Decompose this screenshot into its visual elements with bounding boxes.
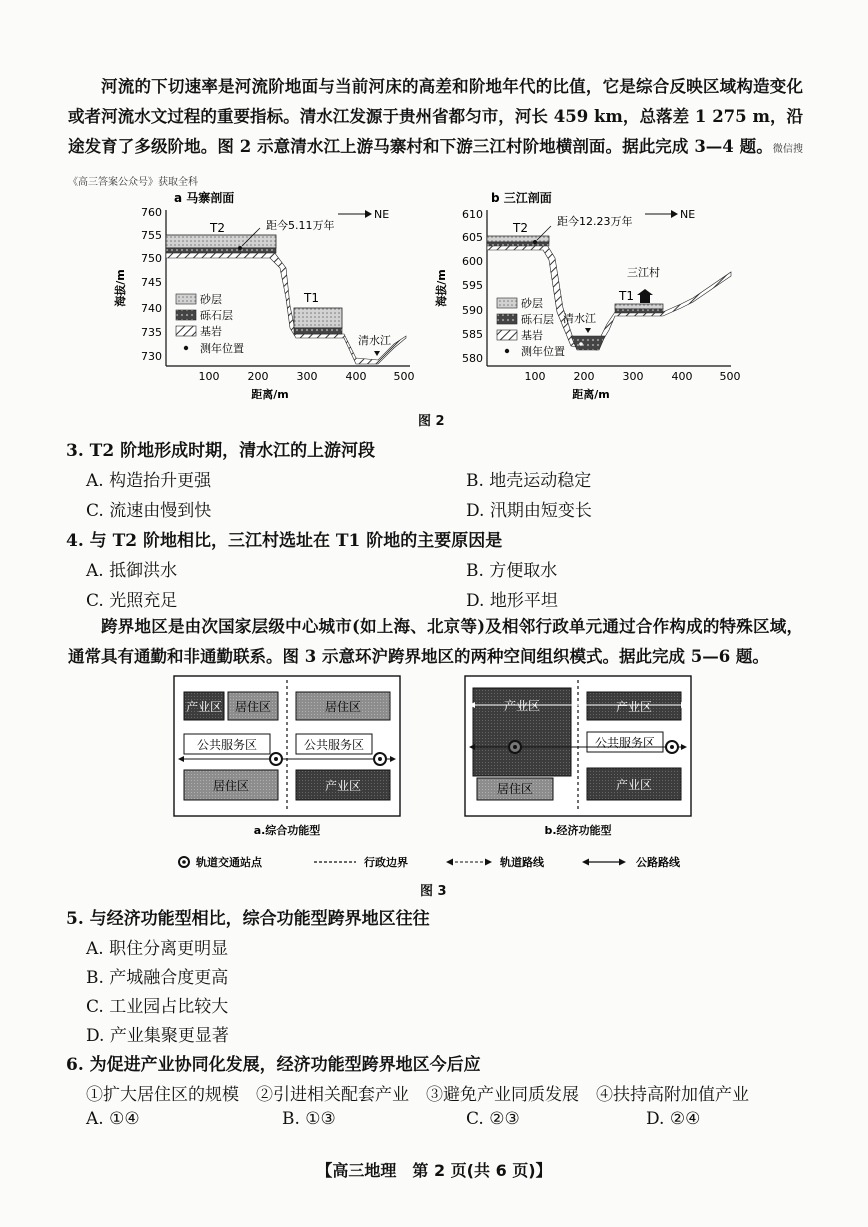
b-ytick: 610 bbox=[462, 208, 483, 221]
a-legend-sand: 砂层 bbox=[200, 293, 222, 306]
b-direction: NE bbox=[680, 208, 696, 221]
b-river-label: 清水江 bbox=[563, 312, 596, 325]
q6-option-b: B. ①③ bbox=[282, 1109, 336, 1129]
b-xtick: 100 bbox=[524, 370, 546, 383]
b-date-label: 距今12.23万年 bbox=[557, 215, 633, 228]
q5-option-d: D. 产业集聚更显著 bbox=[86, 1026, 229, 1046]
q3-option-c: C. 流速由慢到快 bbox=[86, 501, 212, 521]
question-5: 5. 与经济功能型相比，综合功能型跨界地区往往 bbox=[66, 909, 430, 929]
a-direction: NE bbox=[374, 208, 390, 221]
q3-option-d: D. 汛期由短变长 bbox=[466, 501, 592, 521]
a-legend-bedrock: 基岩 bbox=[200, 325, 222, 338]
pattern-b bbox=[465, 676, 691, 816]
q3-option-b: B. 地壳运动稳定 bbox=[466, 471, 592, 491]
a-xtick: 400 bbox=[345, 370, 367, 383]
a-ytick: 750 bbox=[141, 252, 162, 265]
b-ytick: 590 bbox=[462, 304, 483, 317]
page-footer: 【高三地理 第 2 页(共 6 页)】 bbox=[316, 1161, 552, 1180]
b-legend-bedrock: 基岩 bbox=[521, 329, 543, 342]
a-residential-2: 居住区 bbox=[324, 700, 362, 714]
intro-paragraph-2 bbox=[68, 612, 803, 672]
a-ytick: 730 bbox=[141, 350, 162, 363]
profile-a-title: a 马寨剖面 bbox=[174, 191, 235, 205]
b-ytick: 595 bbox=[462, 279, 483, 292]
a-residential-3: 居住区 bbox=[212, 779, 250, 793]
pattern-a-title: a.综合功能型 bbox=[253, 824, 321, 837]
a-xtick: 300 bbox=[296, 370, 318, 383]
question-4: 4. 与 T2 阶地相比，三江村选址在 T1 阶地的主要原因是 bbox=[66, 531, 503, 551]
b-ytick: 605 bbox=[462, 231, 483, 244]
profile-a bbox=[113, 190, 415, 401]
q4-option-d: D. 地形平坦 bbox=[466, 591, 558, 611]
a-ytick: 760 bbox=[141, 206, 162, 219]
a-xtick: 500 bbox=[393, 370, 415, 383]
a-xtick: 100 bbox=[198, 370, 220, 383]
a-ytick: 745 bbox=[141, 276, 162, 289]
a-ytick: 755 bbox=[141, 229, 162, 242]
pattern-b-title: b.经济功能型 bbox=[544, 824, 612, 837]
intro-text-1: 河流的下切速率是河流阶地面与当前河床的高差和阶地年代的比值，它是综合反映区域构造变化或者河流水文过程的重要指标。清水江发源于贵州省都匀市，河长 459 km，总落差 1 275 m，沿途发育了多级阶地。图 2 示意清水江上游马寨村和下游三江村阶地横剖面。据此完成 3—4 题。 bbox=[68, 77, 803, 156]
figure-3-caption: 图 3 bbox=[420, 884, 447, 899]
question-3: 3. T2 阶地形成时期，清水江的上游河段 bbox=[66, 441, 376, 461]
b-residential-1: 居住区 bbox=[496, 782, 534, 796]
watermark-note: 微信搜《高三答案公众号》获取全科 bbox=[68, 144, 803, 188]
q5-option-c: C. 工业园占比较大 bbox=[86, 997, 229, 1017]
figure-2-caption: 图 2 bbox=[418, 414, 445, 429]
pattern-a bbox=[174, 676, 400, 816]
a-industry-2: 产业区 bbox=[324, 779, 362, 793]
q5-option-b: B. 产城融合度更高 bbox=[86, 968, 229, 988]
figure-3 bbox=[170, 672, 730, 882]
a-river-label: 清水江 bbox=[358, 334, 391, 347]
a-xtick: 200 bbox=[247, 370, 269, 383]
b-ytick: 585 bbox=[462, 328, 483, 341]
a-public-1: 公共服务区 bbox=[196, 738, 258, 752]
a-xlabel: 距离/m bbox=[251, 388, 289, 401]
question-6: 6. 为促进产业协同化发展，经济功能型跨界地区今后应 bbox=[66, 1055, 481, 1075]
legend-road: 公路路线 bbox=[636, 856, 680, 869]
q6-option-a: A. ①④ bbox=[86, 1109, 140, 1129]
b-legend-gravel: 砾石层 bbox=[521, 313, 554, 326]
figure-2 bbox=[110, 188, 760, 410]
legend-rail: 轨道路线 bbox=[500, 856, 544, 869]
figure-3-legend bbox=[179, 855, 681, 869]
b-ylabel: 海拔/m bbox=[435, 269, 448, 307]
b-xlabel: 距离/m bbox=[572, 388, 610, 401]
q4-option-c: C. 光照充足 bbox=[86, 591, 178, 611]
b-xtick: 500 bbox=[719, 370, 741, 383]
b-ytick: 580 bbox=[462, 352, 483, 365]
a-date-label: 距今5.11万年 bbox=[266, 219, 335, 232]
q6-option-d: D. ②④ bbox=[646, 1109, 701, 1129]
b-industry-3: 产业区 bbox=[615, 778, 653, 792]
q5-option-a: A. 职住分离更明显 bbox=[86, 939, 229, 959]
b-t1-label: T1 bbox=[619, 289, 634, 303]
profile-b bbox=[434, 190, 741, 401]
b-industry-2: 产业区 bbox=[615, 700, 653, 714]
a-legend-gravel: 砾石层 bbox=[200, 309, 233, 322]
intro-text-2: 跨界地区是由次国家层级中心城市(如上海、北京等)及相邻行政单元通过合作构成的特殊区域，通常具有通勤和非通勤联系。图 3 示意环沪跨界地区的两种空间组织模式。据此完成 5—6 题。 bbox=[68, 617, 803, 666]
b-t2-label: T2 bbox=[513, 221, 528, 235]
a-public-2: 公共服务区 bbox=[303, 738, 365, 752]
b-public-1: 公共服务区 bbox=[594, 736, 656, 750]
b-village-label: 三江村 bbox=[627, 266, 660, 279]
a-legend-dating: 测年位置 bbox=[200, 342, 244, 355]
profile-b-title: b 三江剖面 bbox=[491, 191, 552, 205]
b-xtick: 200 bbox=[573, 370, 595, 383]
b-xtick: 400 bbox=[671, 370, 693, 383]
a-ylabel: 海拔/m bbox=[114, 269, 127, 307]
q4-option-b: B. 方便取水 bbox=[466, 561, 558, 581]
a-ytick: 740 bbox=[141, 302, 162, 315]
q3-option-a: A. 构造抬升更强 bbox=[86, 471, 212, 491]
a-residential-1: 居住区 bbox=[234, 700, 272, 714]
q6-option-c: C. ②③ bbox=[466, 1109, 520, 1129]
b-ytick: 600 bbox=[462, 255, 483, 268]
q4-option-a: A. 抵御洪水 bbox=[86, 561, 178, 581]
legend-boundary: 行政边界 bbox=[364, 856, 408, 869]
a-industry-1: 产业区 bbox=[185, 700, 223, 714]
b-legend-dating: 测年位置 bbox=[521, 345, 565, 358]
q6-items: ①扩大居住区的规模 ②引进相关配套产业 ③避免产业同质发展 ④扶持高附加值产业 bbox=[86, 1085, 749, 1105]
a-t1-label: T1 bbox=[304, 291, 319, 305]
b-legend-sand: 砂层 bbox=[521, 297, 543, 310]
legend-station: 轨道交通站点 bbox=[196, 856, 262, 869]
intro-paragraph-1 bbox=[68, 72, 803, 198]
a-ytick: 735 bbox=[141, 326, 162, 339]
b-xtick: 300 bbox=[622, 370, 644, 383]
b-industry-1: 产业区 bbox=[503, 699, 541, 713]
a-t2-label: T2 bbox=[210, 221, 225, 235]
